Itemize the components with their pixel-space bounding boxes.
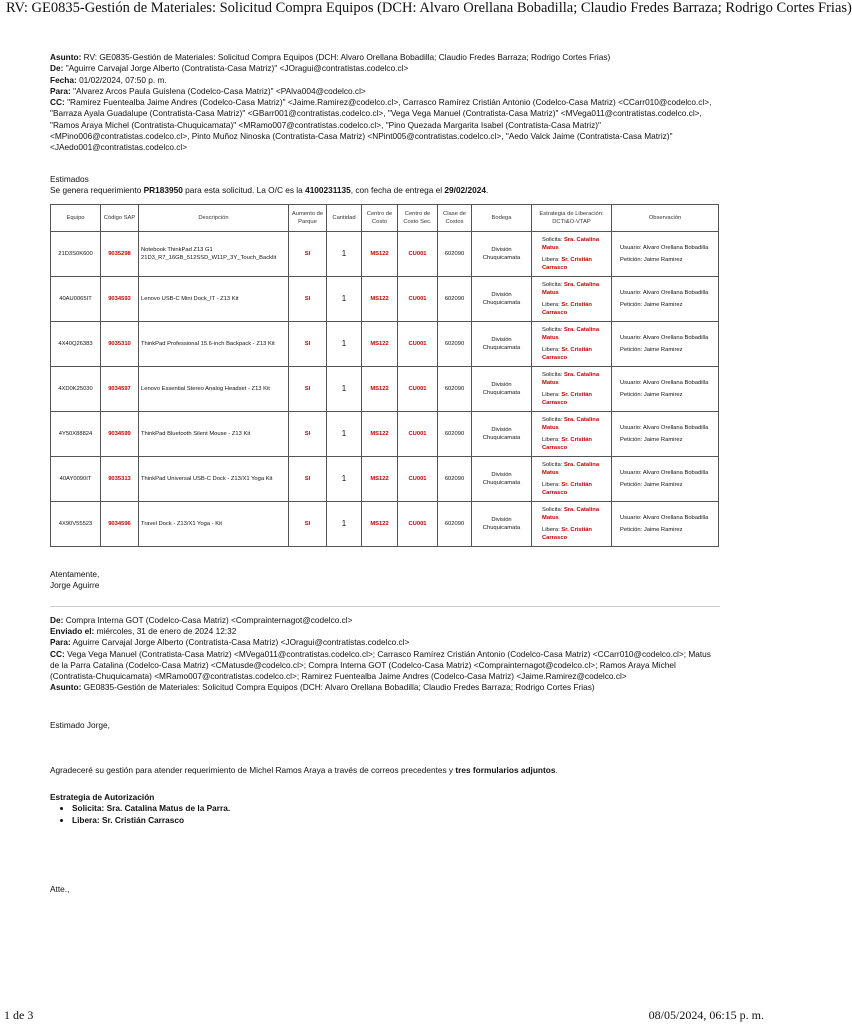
observacion-cell (612, 367, 719, 412)
fwd-body: Agradeceré su gestión para atender requerimiento de Michel Ramos Araya a través de correos precedentes y tres formularios adjuntos. (50, 764, 558, 775)
sap-code-cell: 9034596 (101, 502, 139, 547)
bodega-cell: División Chuquicamata (472, 232, 532, 277)
page-title: RV: GE0835-Gestión de Materiales: Solicitud Compra Equipos (DCH: Alvaro Orellana Bobadilla; Claudio Fredes Barraza; Rodrigo Cortes Frias) (6, 0, 852, 16)
sap-code-cell: 9034593 (101, 277, 139, 322)
bodega-cell: División Chuquicamata (472, 502, 532, 547)
equipo-cell: 40AY0090IT (51, 457, 101, 502)
column-header: Equipo (51, 205, 101, 232)
peticion-label: Petición: (620, 481, 643, 488)
observacion-cell (612, 232, 719, 277)
equipo-cell: 4X40Q26383 (51, 322, 101, 367)
libera-label: Libera: (542, 256, 560, 263)
centro-costo-cell: MS122 (362, 457, 398, 502)
equipo-cell: 4Y50X88824 (51, 412, 101, 457)
peticion-value: Jaime Ramirez (643, 526, 683, 533)
aumento-cell: SI (289, 502, 327, 547)
centro-costo-cell: MS122 (362, 277, 398, 322)
table-row (51, 322, 719, 367)
libera-value: Sr. Cristián Carrasco (542, 301, 592, 316)
strategy-list (50, 803, 720, 826)
usuario-value: Alvaro Orellana Bobadilla (642, 515, 709, 522)
usuario-label: Usuario: (620, 335, 642, 342)
solicita-label: Solicita: (542, 461, 563, 468)
fecha-line: Fecha: 01/02/2024, 07:50 p. m. (50, 74, 167, 85)
table-header-row (51, 205, 719, 232)
libera-label: Libera: (542, 301, 560, 308)
bodega-cell: División Chuquicamata (472, 367, 532, 412)
table-row (51, 277, 719, 322)
sap-code-cell: 9034597 (101, 367, 139, 412)
description-cell: Notebook ThinkPad Z13 G1 21D3_R7_16GB_512SSD_W11P_3Y_Touch_Backlit (139, 232, 289, 277)
estrategia-cell (532, 412, 612, 457)
centro-costo-cell: MS122 (362, 412, 398, 457)
observacion-cell (612, 457, 719, 502)
bodega-cell: División Chuquicamata (472, 277, 532, 322)
solicita-value: Sra. Catalina Matus (542, 506, 600, 522)
clase-costo-cell: 602090 (438, 412, 472, 457)
equipo-cell: 4XD0K25030 (51, 367, 101, 412)
clase-costo-cell: 602090 (438, 232, 472, 277)
usuario-label: Usuario: (620, 515, 642, 522)
column-header: Código SAP (101, 205, 139, 232)
estrategia-cell (532, 322, 612, 367)
solicita-label: Solicita: (542, 281, 563, 288)
peticion-label: Petición: (620, 301, 643, 308)
description-cell: ThinkPad Professional 15.6-inch Backpack - Z13 Kit (139, 322, 289, 367)
column-header: Aumento de Parque (289, 205, 327, 232)
table-row (51, 367, 719, 412)
asunto-line: Asunto: RV: GE0835-Gestión de Materiales: Solicitud Compra Equipos (DCH: Alvaro Orellana Bobadilla; Claudio Fredes Barraza; Rodrigo Cortes Frias) (50, 52, 611, 62)
peticion-label: Petición: (620, 391, 643, 398)
solicita-value: Sra. Catalina Matus (542, 326, 600, 342)
cc-line: CC: "Ramirez Fuentealba Jaime Andres (Codelco-Casa Matriz)" <Jaime.Ramirez@codelco.cl>, Carrasco Ramírez Cristián Antonio (Codelco-Casa Matriz) <CCarr010@codelco.cl>, "Barraza Ayala Guadalupe (Contratista-Casa Matriz)" <GBarr001@contratistas.codelco.cl>, "Vega Vega Manuel (Contratista-Casa Matriz)" <MVega011@contratistas.codelco.cl>, "Ramos Araya Michel (Contratista-Chuquicamata)" <MRamo007@contratistas.codelco.cl>, "Pino Quezada Margarita Isabel (Contratista-Casa Matriz)" <MPino006@contratistas.codelco.cl>, Pinto Muñoz Ninoska (Contratista-Casa Matriz) <NPint005@contratistas.codelco.cl>, "Aedo Valck Jaime (Contratista-Casa Matriz)" <JAedo001@contratistas.codelco.cl> (50, 97, 712, 153)
column-header: Centro de Costo Sec. (398, 205, 438, 232)
aumento-cell: SI (289, 232, 327, 277)
centro-costo-sec-cell: CU001 (398, 367, 438, 412)
libera-label: Libera: (542, 436, 560, 443)
usuario-value: Alvaro Orellana Bobadilla (642, 425, 709, 432)
clase-costo-cell: 602090 (438, 322, 472, 367)
usuario-value: Alvaro Orellana Bobadilla (642, 380, 709, 387)
solicita-value: Sra. Catalina Matus (542, 461, 600, 477)
libera-value: Sr. Cristián Carrasco (542, 526, 592, 541)
solicita-value: Sra. Catalina Matus (542, 416, 600, 432)
cantidad-cell: 1 (327, 412, 362, 457)
estrategia-cell (532, 232, 612, 277)
cantidad-cell: 1 (327, 502, 362, 547)
solicita-label: Solicita: (542, 506, 563, 513)
usuario-value: Alvaro Orellana Bobadilla (642, 290, 709, 297)
clase-costo-cell: 602090 (438, 277, 472, 322)
sap-code-cell: 9035313 (101, 457, 139, 502)
description-cell: Lenovo USB-C Mini Dock_IT - Z13 Kit (139, 277, 289, 322)
peticion-value: Jaime Ramirez (643, 346, 683, 353)
sap-code-cell: 9035298 (101, 232, 139, 277)
aumento-cell: SI (289, 277, 327, 322)
peticion-label: Petición: (620, 256, 643, 263)
libera-label: Libera: (542, 481, 560, 488)
column-header: Observación (612, 205, 719, 232)
column-header: Clase de Costos (438, 205, 472, 232)
fwd-para-line: Para: Aguirre Carvajal Jorge Alberto (Contratista-Casa Matriz) <JOragui@contratistas.codelco.cl> (50, 637, 410, 648)
fwd-greeting: Estimado Jorge, (50, 719, 110, 730)
peticion-label: Petición: (620, 346, 643, 353)
usuario-label: Usuario: (620, 380, 642, 387)
fwd-asunto-line: Asunto: GE0835-Gestión de Materiales: Solicitud Compra Equipos (DCH: Alvaro Orellana Bobadilla; Claudio Fredes Barraza; Rodrigo Cortes Frias) (50, 682, 595, 693)
peticion-value: Jaime Ramirez (643, 391, 683, 398)
peticion-value: Jaime Ramirez (643, 436, 683, 443)
libera-label: Libera: (542, 391, 560, 398)
centro-costo-sec-cell: CU001 (398, 457, 438, 502)
libera-value: Sr. Cristián Carrasco (542, 436, 592, 451)
usuario-value: Alvaro Orellana Bobadilla (642, 335, 709, 342)
clase-costo-cell: 602090 (438, 502, 472, 547)
estrategia-cell (532, 457, 612, 502)
solicita-value: Sra. Catalina Matus (542, 371, 600, 387)
estrategia-cell (532, 502, 612, 547)
peticion-label: Petición: (620, 436, 643, 443)
solicita-label: Solicita: (542, 416, 563, 423)
centro-costo-sec-cell: CU001 (398, 502, 438, 547)
equipo-cell: 40AU0065IT (51, 277, 101, 322)
strategy-title: Estrategia de Autorización (50, 792, 155, 803)
observacion-cell (612, 502, 719, 547)
requirements-table (50, 204, 719, 547)
aumento-cell: SI (289, 412, 327, 457)
solicita-label: Solicita: (542, 371, 563, 378)
usuario-label: Usuario: (620, 425, 642, 432)
de-line: De: "Aguirre Carvajal Jorge Alberto (Contratista-Casa Matriz)" <JOragui@contratistas.codelco.cl> (50, 63, 409, 74)
para-line: Para: "Alvarez Arcos Paula Guislena (Codelco-Casa Matriz)" <PAlva004@codelco.cl> (50, 85, 366, 96)
peticion-value: Jaime Ramirez (643, 481, 683, 488)
solicita-value: Sra. Catalina Matus (542, 236, 600, 252)
centro-costo-cell: MS122 (362, 367, 398, 412)
column-header: Centro de Costo (362, 205, 398, 232)
centro-costo-sec-cell: CU001 (398, 412, 438, 457)
centro-costo-sec-cell: CU001 (398, 277, 438, 322)
observacion-cell (612, 277, 719, 322)
column-header: Cantidad (327, 205, 362, 232)
column-header: Bodega (472, 205, 532, 232)
signature: Jorge Aguirre (50, 580, 100, 591)
cantidad-cell: 1 (327, 367, 362, 412)
strategy-item: • Libera: Sr. Cristián Carrasco (72, 815, 720, 826)
observacion-cell (612, 412, 719, 457)
fwd-enviado-line: Enviado el: miércoles, 31 de enero de 2024 12:32 (50, 625, 237, 636)
table-row (51, 412, 719, 457)
usuario-value: Alvaro Orellana Bobadilla (642, 470, 709, 477)
centro-costo-cell: MS122 (362, 502, 398, 547)
bodega-cell: División Chuquicamata (472, 457, 532, 502)
aumento-cell: SI (289, 457, 327, 502)
fwd-de-line: De: Compra Interna GOT (Codelco-Casa Matriz) <Comprainternagot@codelco.cl> (50, 614, 353, 625)
centro-costo-sec-cell: CU001 (398, 232, 438, 277)
sap-code-cell: 9034599 (101, 412, 139, 457)
aumento-cell: SI (289, 322, 327, 367)
cantidad-cell: 1 (327, 322, 362, 367)
peticion-value: Jaime Ramirez (643, 256, 683, 263)
column-header: Estrategia de Liberación: DCTI&O-VTAP (532, 205, 612, 232)
email-content (50, 52, 720, 895)
cantidad-cell: 1 (327, 232, 362, 277)
peticion-value: Jaime Ramirez (643, 301, 683, 308)
estrategia-cell (532, 367, 612, 412)
fwd-cc-line: CC: Vega Vega Manuel (Contratista-Casa Matriz) <MVega011@contratistas.codelco.cl>; Carrasco Ramírez Cristián Antonio (Codelco-Casa Matriz) <CCarr010@codelco.cl>; Matus de la Parra Catalina (Codelco-Casa Matriz) <CMatusde@codelco.cl>; Compra Interna GOT (Codelco-Casa Matriz) <Comprainternagot@codelco.cl>; Ramos Araya Michel (Contratista-Chuquicamata) <MRamo007@contratistas.codelco.cl>; Ramirez Fuentealba Jaime Andres (Codelco-Casa Matriz) <Jaime.Ramirez@codelco.cl> (50, 648, 711, 682)
column-header: Descripción (139, 205, 289, 232)
description-cell: Travel Dock - Z13/X1 Yoga - Kit (139, 502, 289, 547)
equipo-cell: 21D3S0K600 (51, 232, 101, 277)
table-row (51, 457, 719, 502)
description-cell: Lenovo Essential Stereo Analog Headset - Z13 Kit (139, 367, 289, 412)
libera-value: Sr. Cristián Carrasco (542, 391, 592, 406)
libera-label: Libera: (542, 526, 560, 533)
bodega-cell: División Chuquicamata (472, 322, 532, 367)
usuario-value: Alvaro Orellana Bobadilla (642, 245, 709, 252)
sap-code-cell: 9035310 (101, 322, 139, 367)
table-row (51, 502, 719, 547)
table-row (51, 232, 719, 277)
solicita-label: Solicita: (542, 236, 563, 243)
description-cell: ThinkPad Universal USB-C Dock - Z13/X1 Yoga Kit (139, 457, 289, 502)
page-number: 1 de 3 (4, 1008, 34, 1022)
libera-label: Libera: (542, 346, 560, 353)
clase-costo-cell: 602090 (438, 457, 472, 502)
aumento-cell: SI (289, 367, 327, 412)
observacion-cell (612, 322, 719, 367)
description-cell: ThinkPad Bluetooth Silent Mouse - Z13 Kit (139, 412, 289, 457)
cantidad-cell: 1 (327, 277, 362, 322)
equipo-cell: 4X90V55523 (51, 502, 101, 547)
fwd-closing: Atte., (50, 884, 70, 895)
separator (50, 606, 720, 607)
closing: Atentamente, (50, 569, 100, 580)
centro-costo-sec-cell: CU001 (398, 322, 438, 367)
libera-value: Sr. Cristián Carrasco (542, 256, 592, 271)
solicita-label: Solicita: (542, 326, 563, 333)
libera-value: Sr. Cristián Carrasco (542, 346, 592, 361)
usuario-label: Usuario: (620, 470, 642, 477)
requirement-line: Se genera requerimiento PR183950 para esta solicitud. La O/C es la 4100231135, con fecha de entrega el 29/02/2024. (50, 184, 489, 195)
greeting: Estimados (50, 173, 89, 184)
cantidad-cell: 1 (327, 457, 362, 502)
clase-costo-cell: 602090 (438, 367, 472, 412)
bodega-cell: División Chuquicamata (472, 412, 532, 457)
solicita-value: Sra. Catalina Matus (542, 281, 600, 297)
print-date: 08/05/2024, 06:15 p. m. (648, 1008, 764, 1022)
centro-costo-cell: MS122 (362, 322, 398, 367)
forwarded-header (50, 615, 720, 694)
peticion-label: Petición: (620, 526, 643, 533)
libera-value: Sr. Cristián Carrasco (542, 481, 592, 496)
centro-costo-cell: MS122 (362, 232, 398, 277)
usuario-label: Usuario: (620, 245, 642, 252)
estrategia-cell (532, 277, 612, 322)
strategy-item: • Solicita: Sra. Catalina Matus de la Parra. (72, 803, 720, 814)
usuario-label: Usuario: (620, 290, 642, 297)
